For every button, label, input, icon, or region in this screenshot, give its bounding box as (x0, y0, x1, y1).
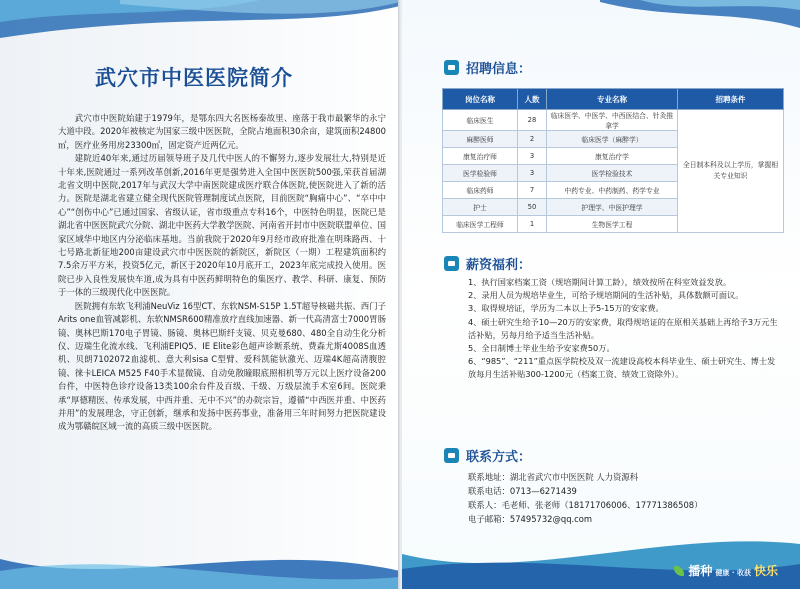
bottom-wave-decoration (0, 519, 400, 589)
position-cell: 临床药师 (443, 182, 518, 199)
column-header: 人数 (518, 89, 547, 110)
blue-square-icon (444, 448, 459, 463)
count-cell: 50 (518, 199, 547, 216)
major-cell: 临床医学（麻醉学） (547, 131, 678, 148)
count-cell: 1 (518, 216, 547, 233)
recruitment-table (442, 88, 784, 233)
benefit-item: 6、“985”、“211”重点医学院校及双一流建设高校本科毕业生、硕士研究生、博士发放每月生活补贴300-1200元（档案工资、绩效工资除外）。 (468, 356, 776, 380)
column-header: 专业名称 (547, 89, 678, 110)
benefit-item: 4、硕士研究生给予10—20万的安家费，取得规培证的在原相关基础上再给予3万元生活补贴，另每月给予适当生活补贴。 (468, 316, 778, 340)
major-cell: 护理学、中医护理学 (547, 199, 678, 216)
intro-paragraph: 医院拥有东软飞利浦NeuViz 16型CT、东软NSM-S15P 1.5T超导核磁共振、西门子Arits one血管减影机、东软NMSR600精准放疗直线加速器、新一代高清富士7000胃肠镜、奥林巴斯170电子胃镜、肠镜、奥林巴斯纤支镜、贝克曼680、480全自动生化分析仪、迈瑞生化流水线、飞利浦EPIQ5、IE Elite彩色超声诊断系统、费森尤斯4008S血透机、贝朗7102072血滤机、意大利sisa C型臂、爱科凯能钬激光、迈瑞4K超高清腹腔镜、徕卡LEICA M525 F40手术显微镜、自动免散瞳眼底照相机等万元以上医疗设备200台件，中医特色诊疗设备13类100余台件及百级、千级、万级层流手术室6间。医院秉承“厚德精医、传承发展，中西并重、无中不兴”的办院宗旨，遵循“中西医并重、中医药并用”的发展理念，守正创新，继承和发扬中医药事业，准备用三年时间努力把医院建设成为鄂赣皖区域一流的高质三级中医医院。 (58, 300, 386, 432)
top-right-wave-decoration (600, 0, 800, 40)
condition-cell: 全日制本科及以上学历，掌握相关专业知识 (678, 110, 784, 233)
right-page (402, 0, 800, 589)
top-wave-decoration (0, 0, 400, 55)
column-header: 岗位名称 (443, 89, 518, 110)
contact-info (468, 470, 780, 526)
count-cell: 2 (518, 131, 547, 148)
benefit-item: 5、全日制博士毕业生给予安家费50万。 (468, 343, 615, 354)
position-cell: 临床医生 (443, 110, 518, 131)
position-cell: 麻醉医师 (443, 131, 518, 148)
position-cell: 临床医学工程师 (443, 216, 518, 233)
major-cell: 临床医学、中医学、中西医结合、针灸推拿学 (547, 110, 678, 131)
recruit-heading: 招聘信息： (444, 58, 531, 77)
contact-heading: 联系方式： (444, 446, 531, 465)
contact-email: 电子邮箱：57495732@qq.com (468, 514, 593, 524)
leaf-icon (674, 566, 684, 576)
count-cell: 3 (518, 165, 547, 182)
column-header: 招聘条件 (678, 89, 784, 110)
contact-phone: 联系电话：0713—6271439 (468, 486, 577, 496)
blue-square-icon (444, 60, 459, 75)
contact-person: 联系人：毛老师、张老师（18171706006、17771386508） (468, 500, 703, 510)
slogan: 播种 健康 · 收获 快乐 (674, 562, 778, 579)
position-cell: 康复治疗师 (443, 148, 518, 165)
major-cell: 康复治疗学 (547, 148, 678, 165)
major-cell: 医学检验技术 (547, 165, 678, 182)
benefit-item: 1、执行国家档案工资（规培期间计算工龄），绩效按所在科室效益发放。 (468, 277, 732, 287)
count-cell: 3 (518, 148, 547, 165)
position-cell: 医学检验师 (443, 165, 518, 182)
intro-paragraph: 建院近40年来,通过历届领导班子及几代中医人的不懈努力,逐步发展壮大,特别是近十年来,医院通过一系列改革创新,2016年更是强势进入全国中医医院500强,荣获首届湖北省文明中医院,2017年与武汉大学中南医院建成医疗联合体医院,使医院进入了新的活力。医院是湖北省建立健全现代医院管理制度试点医院，目前医院“胸痛中心”、“卒中中心”“创伤中心”已通过国家、省级认证，省市级重点专科16个，中医特色明显，医院已是湖北省中医医院武穴分院、湖北中医药大学教学医院、河南省开封市中医院联盟单位、国家区域华中地区内分泌临床基地。当前我院于2020年9月经市政府批准在明珠路西、十七号路北新征地200亩建设武穴市中医医院的新院区，新院区（一期）工程建筑面积约7.5余万平方米，投资5亿元，新区于2020年10月底开工，2023年底完成投入使用。医院已步入良性发展快车道,成为具有中医药鲜明特色的集医疗、教学、科研、康复、预防于一体的三级现代化中医医院。 (58, 153, 386, 298)
page-title: 武穴市中医医院简介 (95, 66, 293, 90)
count-cell: 7 (518, 182, 547, 199)
benefit-item: 2、录用人员为规培毕业生，可给予规培期间的生活补贴，具体数额可面议。 (468, 290, 744, 301)
major-cell: 中药专业、中药制药、药学专业 (547, 182, 678, 199)
position-cell: 护士 (443, 199, 518, 216)
intro-paragraph: 武穴市中医院始建于1979年，是鄂东四大名医杨泰故里、座落于我市最繁华的永宁大道中段。2020年被核定为国家三级中医医院，全院占地面积30余亩，建筑面积24800㎡，医疗业务用房23300㎡，固定资产近两亿元。 (58, 113, 386, 150)
introduction-text (58, 112, 386, 434)
benefits-heading: 薪资福利： (444, 254, 531, 273)
table-row (443, 110, 784, 131)
bottom-right-wave-decoration (402, 524, 800, 589)
benefit-item: 3、取得规培证，学历为二本以上予5-15万的安家费。 (468, 303, 664, 314)
contact-address: 联系地址：湖北省武穴市中医医院 人力资源科 (468, 472, 639, 482)
blue-square-icon (444, 256, 459, 271)
benefits-list (468, 276, 780, 382)
count-cell: 28 (518, 110, 547, 131)
major-cell: 生物医学工程 (547, 216, 678, 233)
